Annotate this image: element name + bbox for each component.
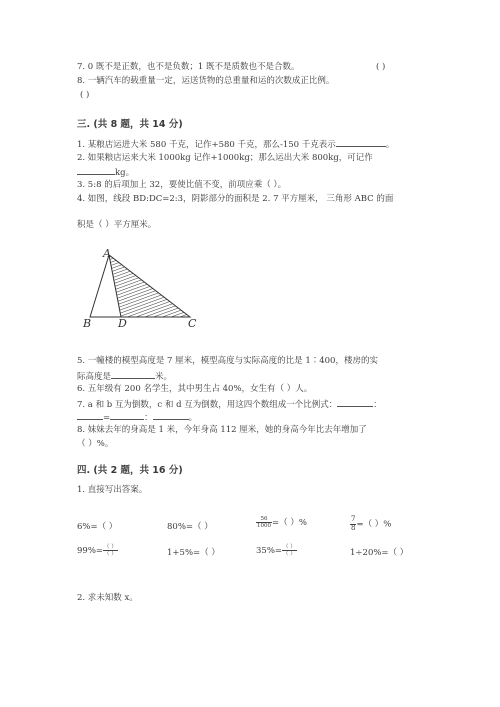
section-3-title: 三. (共 8 题，共 14 分)	[77, 119, 183, 130]
s3-q4-line1: 4. 如图，线段 BD:DC=2:3，阴影部分的面积是 2. 7 平方厘米， 三角形 ABC 的面	[77, 194, 394, 204]
calc-56-rest: =（ ）%	[272, 518, 307, 528]
fraction-numerator: 56	[256, 516, 272, 523]
triangle-abc-figure	[82, 247, 202, 331]
calc-35-percent[interactable]	[256, 544, 297, 557]
s3-q2-line2	[77, 165, 134, 179]
fraction-56-1000	[256, 516, 272, 529]
s3-q2-blank[interactable]	[77, 165, 115, 175]
calc-6-percent[interactable]: 6%=（ ）	[77, 522, 118, 532]
fraction-numerator: 7	[351, 515, 356, 523]
s3-q5-text: 际高度是	[77, 372, 112, 382]
fraction-denominator: 1000	[257, 523, 271, 529]
calc-99-prefix: 99%=	[77, 546, 104, 556]
fraction-denominator: （ ）	[104, 551, 117, 557]
s3-q7-colon-2: ：	[144, 413, 153, 423]
s3-q7-line2	[77, 410, 197, 424]
label-b: B	[83, 317, 92, 330]
s3-q4-line2: 积是（ ）平方厘米。	[77, 220, 157, 230]
section-4-title: 四. (共 2 题，共 16 分)	[77, 465, 183, 476]
s3-q2-unit: kg。	[115, 168, 135, 178]
label-c: C	[188, 317, 197, 330]
s3-q6: 6. 五年级有 200 名学生，其中男生占 40%，女生有（ ）人。	[77, 384, 313, 394]
s3-q1-text: 1. 某粮店运进大米 580 千克，记作+580 千克，那么-150 千克表示	[77, 140, 336, 150]
calc-80-percent[interactable]: 80%=（ ）	[167, 522, 213, 532]
s3-q2-line1: 2. 如果粮店运来大米 1000kg 记作+1000kg；那么运出大米 800kg，可记作	[77, 153, 373, 163]
s3-q3: 3. 5:8 的后项加上 32，要使比值不变，前项应乘（ ）。	[77, 180, 287, 190]
q7-statement	[77, 61, 300, 73]
s3-q7-blank-2[interactable]	[77, 410, 103, 420]
calc-56-over-1000[interactable]	[256, 516, 307, 529]
s3-q1-end: 。	[385, 140, 395, 150]
fraction-answer-99	[103, 544, 118, 557]
calc-1-plus-5-percent[interactable]: 1+5%=（ ）	[167, 548, 220, 558]
label-a: A	[103, 247, 111, 260]
calc-99-percent[interactable]	[77, 544, 118, 557]
label-d: D	[118, 317, 127, 330]
q8-statement: 8. 一辆汽车的载重量一定，运送货物的总重量和运的次数成正比例。	[77, 76, 335, 86]
s4-q2: 2. 求未知数 x。	[77, 593, 138, 603]
fraction-numerator: （ ）	[104, 544, 117, 550]
s3-q1	[77, 137, 394, 151]
calc-7-over-8[interactable]	[350, 516, 391, 532]
s3-q1-blank[interactable]	[336, 137, 386, 147]
s3-q5-line1: 5. 一幢楼的模型高度是 7 厘米，模型高度与实际高度的比是 1∶400，楼房的实	[77, 356, 378, 366]
s3-q7-blank-3[interactable]	[110, 410, 144, 420]
s3-q5-line2	[77, 369, 172, 383]
q8-answer-paren[interactable]: ( )	[80, 90, 90, 100]
calc-1-div-20-percent[interactable]: 1÷20%=（ ）	[350, 548, 409, 558]
s3-q7-text: 7. a 和 b 互为倒数，c 和 d 互为倒数，用这四个数组成一个比例式：	[77, 400, 338, 410]
fraction-numerator: （ ）	[283, 544, 296, 550]
fraction-answer-35	[282, 544, 297, 557]
q7-text: 7. 0 既不是正数，也不是负数；1 既不是质数也不是合数。	[77, 62, 300, 72]
s3-q7-equals: =	[103, 413, 111, 423]
s3-q8-line1: 8. 妹妹去年的身高是 1 米，今年身高 112 厘米，她的身高今年比去年增加了	[77, 425, 367, 435]
q7-answer-paren[interactable]: ( )	[376, 62, 386, 72]
s3-q7-line1	[77, 397, 382, 411]
s3-q5-blank[interactable]	[111, 369, 155, 379]
fraction-denominator: 8	[351, 523, 356, 532]
s4-q1: 1. 直接写出答案。	[77, 485, 148, 495]
s3-q7-blank-4[interactable]	[153, 410, 189, 420]
fraction-denominator: （ ）	[283, 551, 296, 557]
calc-35-prefix: 35%=	[256, 546, 283, 556]
s3-q8-line2: （ ）%。	[77, 439, 114, 449]
s3-q7-blank-1[interactable]	[337, 397, 373, 407]
s3-q7-end: 。	[188, 413, 198, 423]
s3-q5-unit: 米。	[155, 372, 173, 382]
s3-q7-colon-1: ：	[373, 400, 382, 410]
calc-7-8-rest: =（ ）%	[356, 519, 392, 530]
